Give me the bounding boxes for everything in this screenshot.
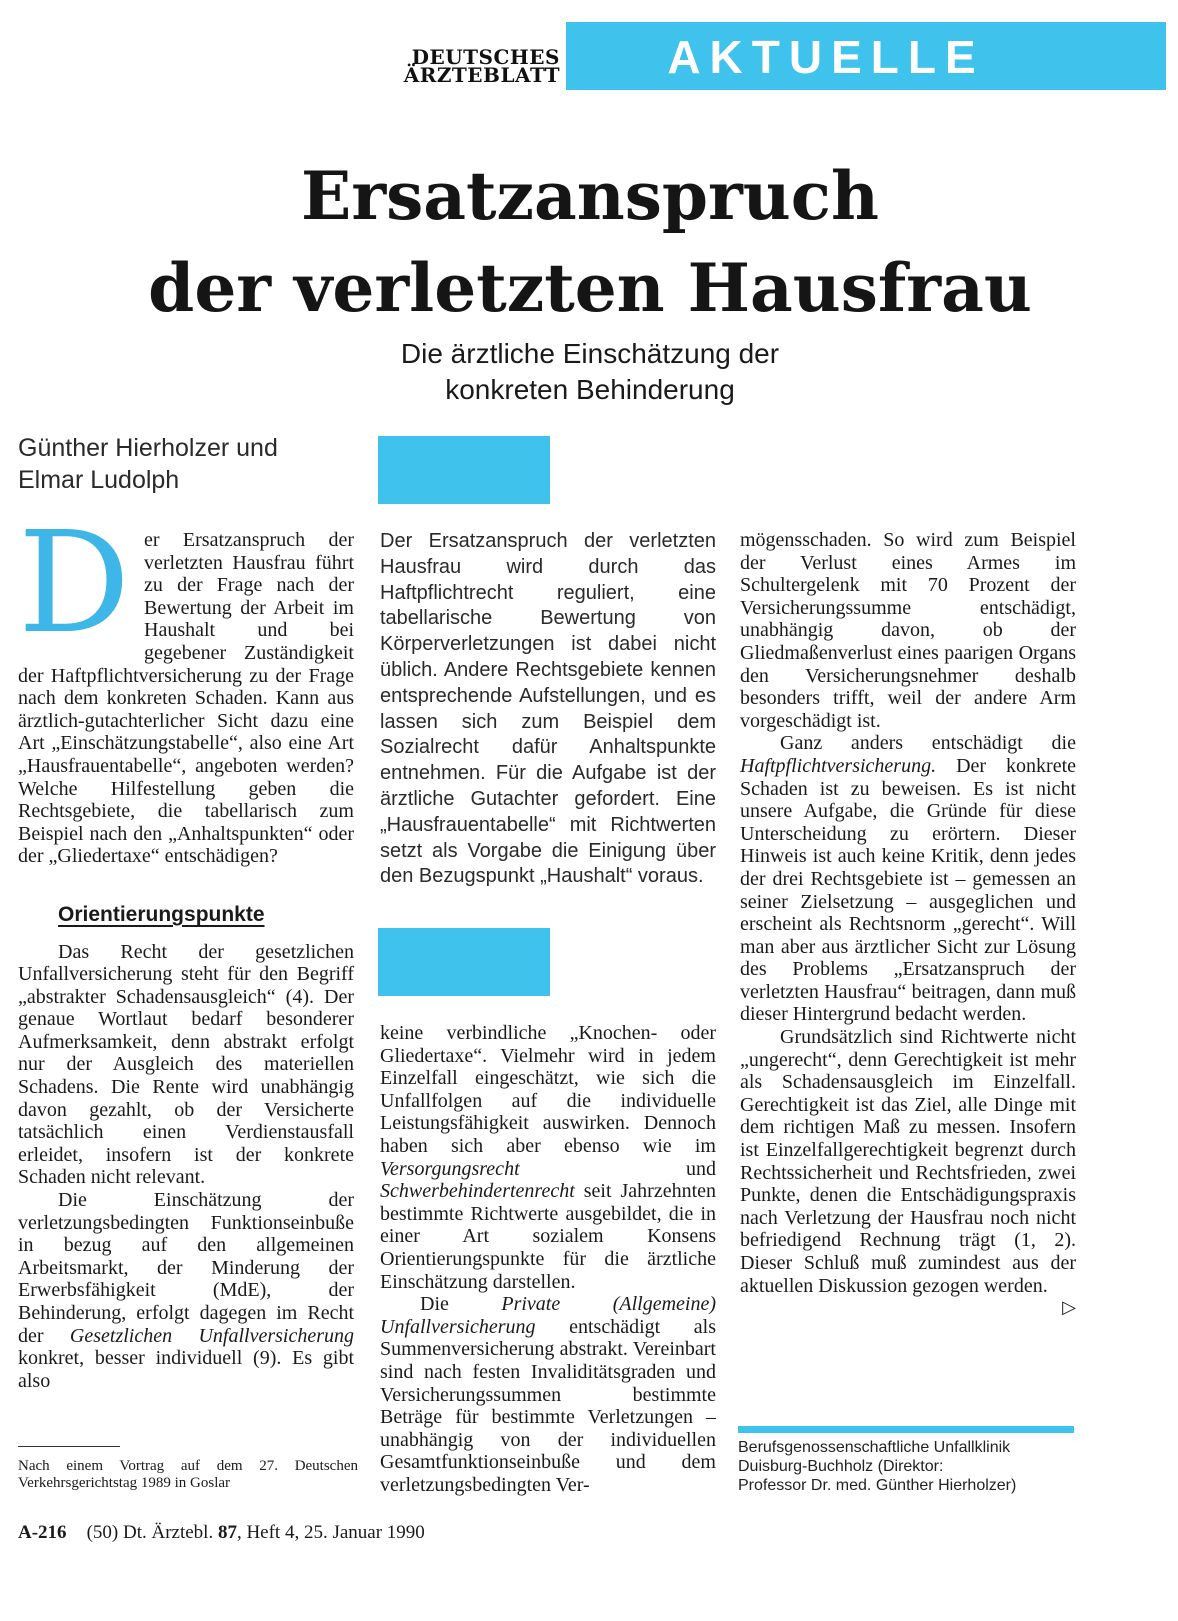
emphasis: Private (Allgemeine) Unfallversicherung: [380, 1293, 716, 1338]
section-title: AKTUELLE MEDIZIN: [667, 31, 985, 153]
brand-line-1: DEUTSCHES: [411, 45, 560, 69]
subtitle-line-1: Die ärztliche Einschätzung der: [400, 338, 780, 369]
affiliation-line-1: Berufsgenossenschaftliche Unfallklinik: [738, 1439, 1011, 1456]
text-run: Der konkrete Schaden ist zu beweisen. Es ist nicht unsere Aufgabe, die Gründe für diese Unterscheidung zu erörtern. Dieser Hinweis ist auch keine Kritik, denn jedes der drei Rechtsgebiete ist – gemessen an seiner Zielsetzung – ausgeglichen und erscheint als Rechtsnorm „gerecht“. Will man aber aus ärztlicher Sicht zur Lösung des Problems „Ersatzanspruch der verletzten Hausfrau“ beitragen, dann muß dieser Hintergrund bedacht werden.: [740, 754, 1076, 1026]
end-mark-icon: ▷: [1062, 1297, 1076, 1319]
volume-number: 87: [217, 1522, 237, 1543]
section-heading: Orientierungspunkte: [58, 902, 265, 926]
footnote-rule: [18, 1446, 120, 1447]
highlight-box-top: [378, 436, 550, 504]
column-3: [740, 529, 1076, 1320]
col2-paragraph-2: [380, 1293, 716, 1496]
footnote: Nach einem Vortrag auf dem 27. Deutschen Verkehrsgerichtstag 1989 in Goslar: [18, 1458, 358, 1491]
article-title: [60, 150, 1120, 334]
title-line-1: Ersatzanspruch: [301, 157, 879, 235]
emphasis: Gesetzlichen Unfallversicherung: [69, 1324, 354, 1347]
authors: [18, 432, 358, 496]
author-line-1: Günther Hierholzer und: [18, 434, 278, 462]
title-line-2: der verletzten Hausfrau: [148, 249, 1032, 327]
text-run: entschädigt als Summenversicherung abstrakt. Vereinbart sind nach festen Invaliditätsgraden und Versicherungssummen bestimmte Beträge für bestimmte Verletzungen – unabhängig von der individuellen Gesamtfunktionseinbuße und dem verletzungsbedingten Ver-: [380, 1315, 716, 1496]
text-run: und: [519, 1157, 716, 1180]
column-2-intro: [380, 529, 716, 890]
highlight-box-middle: [378, 928, 550, 996]
author-line-2: Elmar Ludolph: [18, 466, 180, 494]
text-run: keine verbindliche „Knochen- oder Gliedertaxe“. Vielmehr wird in jedem Einzelfall eingeschätzt, wie sich die Unfallfolgen auf die individuelle Leistungsfähigkeit auswirken. Dennoch haben sich aber ebenso wie im: [380, 1022, 716, 1157]
col1-paragraph-2: Das Recht der gesetzlichen Unfallversicherung steht für den Begriff „abstrakter Schadensausgleich“ (4). Der genaue Wortlaut bedarf besonderer Aufmerksamkeit, denn abstrakt erfolgt nur der Ausgleich des materiellen Schadens. Die Rente wird unabhängig davon gezahlt, ob der Versicherte tatsächlich einen Verdienstausfall erleidet, insofern ist der konkrete Schaden nicht relevant.: [18, 940, 354, 1189]
brand-line-2: ÄRZTEBLATT: [403, 63, 560, 87]
col1-paragraph-3: [18, 1189, 354, 1392]
affiliation-line-2: Duisburg-Buchholz (Direktor:: [738, 1458, 944, 1475]
column-1: [18, 502, 354, 1392]
emphasis: Haftpflichtversicherung.: [740, 754, 937, 777]
emphasis: Versorgungsrecht: [380, 1157, 520, 1180]
text-run: Die: [420, 1293, 502, 1316]
subtitle-line-2: konkreten Behinderung: [445, 374, 735, 405]
text-run: Grundsätzlich sind Richtwerte nicht „ungerecht“, denn Gerechtigkeit ist mehr als Schadensausgleich im Einzelfall. Gerechtigkeit ist das Ziel, alle Dinge mit dem richtigen Maß zu messen. Insofern ist Einzelfallgerechtigkeit begrenzt durch Rechtssicherheit und Rechtsfrieden, zwei Punkte, denen die Entschädigungspraxis nach Verletzung der Hausfrau noch nicht befriedigend Rechnung trägt (1, 2). Dieser Schluß muß zumindest aus der aktuellen Diskussion gezogen werden.: [740, 1026, 1076, 1297]
col1-paragraph-1: er Ersatzanspruch der verletzten Hausfrau führt zu der Frage nach der Bewertung der Arbeit im Haushalt und bei gegebener Zuständigkeit der Haftpflichtversicherung zu der Frage nach dem konkreten Schaden. Kann aus ärztlich-gutachterlicher Sicht dazu eine Art „Einschätzungstabelle“, also eine Art „Hausfrauentabelle“, angeboten werden? Welche Hilfestellung geben die Rechtsgebiete, die tabellarisch zum Beispiel nach den „Anhaltspunkten“ oder der „Gliedertaxe“ entschädigen?: [18, 529, 354, 868]
col2-paragraph-1: [380, 1022, 716, 1293]
text-run: Ganz anders entschädigt die: [780, 732, 1076, 755]
col3-paragraph-2: [740, 732, 1076, 1026]
intro-paragraph: Der Ersatzanspruch der verletzten Hausfrau wird durch das Haftpflichtrecht reguliert, eine tabellarische Bewertung von Körperverletzungen ist dabei nicht üblich. Andere Rechtsgebiete kennen entsprechende Aufstellungen, und es lassen sich zum Beispiel dem Sozialrecht dafür Anhaltspunkte entnehmen. Für die Aufgabe ist der ärztliche Gutachter gefordert. Eine „Hausfrauentabelle“ mit Richtwerten setzt als Vorgabe die Einigung über den Bezugspunkt „Haushalt“ voraus.: [380, 530, 716, 888]
text-run: Die Einschätzung der verletzungsbedingten Funktionseinbuße in bezug auf den allgemeinen Arbeitsmarkt, der Minderung der Erwerbsfähigkeit (MdE), der Behinderung, erfolgt dagegen im Recht der: [18, 1189, 354, 1347]
citation-text: (50) Dt. Ärztebl.: [86, 1522, 218, 1543]
text-run: konkret, besser individuell (9). Es gibt also: [18, 1347, 354, 1392]
column-2: [380, 1022, 716, 1496]
text-run: seit Jahrzehnten bestimmte Richtwerte ausgebildet, die in einer Art sozialem Konsens Orientierungspunkte für die ärztliche Einschätzung darstellen.: [380, 1180, 716, 1293]
affiliation-rule: [738, 1426, 1074, 1433]
emphasis: Schwerbehindertenrecht: [380, 1180, 575, 1203]
affiliation: [738, 1438, 1078, 1495]
citation-text-end: , Heft 4, 25. Januar 1990: [236, 1522, 425, 1543]
col3-paragraph-3: [740, 1026, 1076, 1319]
page-footer: [18, 1521, 618, 1545]
article-subtitle: [260, 336, 920, 408]
col3-paragraph-1: mögensschaden. So wird zum Beispiel der Verlust eines Armes im Schultergelenk mit 70 Prozent der Versicherungssumme entschädigt, unabhängig davon, ob der Gliedmaßenverlust eines paarigen Organs den Versicherungsnehmer deshalb besonders trifft, weil der andere Arm vorgeschädigt ist.: [740, 529, 1076, 732]
dropcap: D: [18, 502, 131, 665]
affiliation-line-3: Professor Dr. med. Günther Hierholzer): [738, 1477, 1017, 1494]
brand-logo: [390, 45, 560, 87]
page-number: A-216: [18, 1522, 67, 1543]
